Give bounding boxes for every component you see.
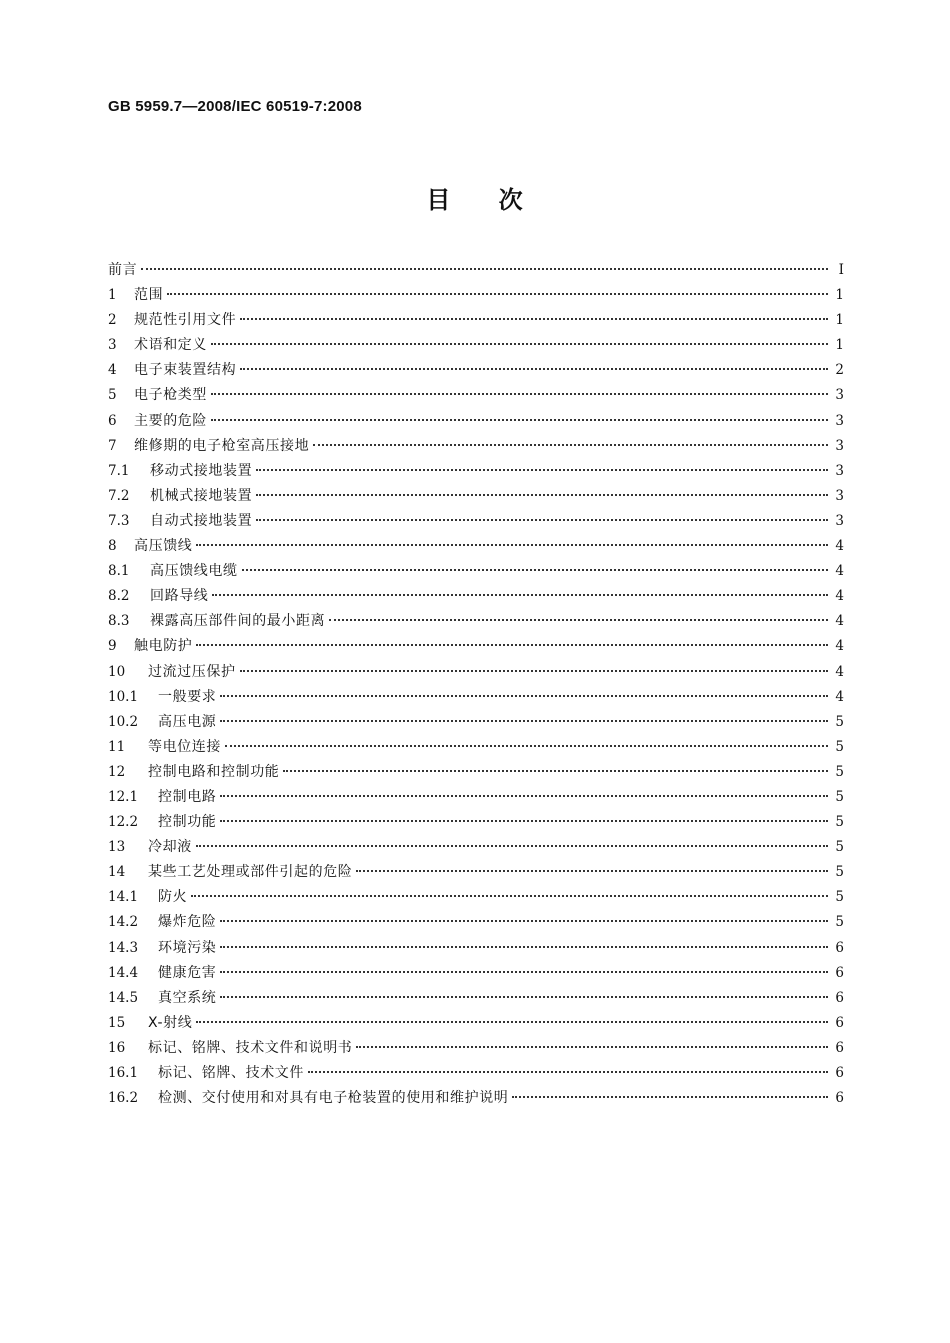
toc-entry-title: 标记、铭牌、技术文件和说明书 [148, 1039, 353, 1056]
toc-entry-title: 真空系统 [158, 989, 217, 1006]
toc-entry-title: 健康危害 [158, 964, 217, 981]
toc-entry-number: 7.3 [108, 512, 130, 529]
toc-dot-leader [220, 971, 828, 973]
toc-entry-page: 4 [835, 563, 844, 580]
toc-entry-title: 某些工艺处理或部件引起的危险 [148, 864, 353, 881]
toc-dot-leader [242, 569, 828, 571]
toc-entry-title: 电子枪类型 [134, 387, 207, 404]
toc-entry-title: 机械式接地装置 [150, 487, 253, 504]
toc-entry-page: 6 [835, 989, 844, 1006]
toc-entry-title: 前言 [108, 262, 138, 278]
toc-dot-leader [141, 268, 828, 270]
toc-entry-page: Ⅰ [838, 262, 844, 278]
toc-dot-leader [220, 946, 828, 948]
toc-entry-page: 5 [835, 914, 844, 931]
toc-entry[interactable] [108, 434, 844, 459]
toc-dot-leader [356, 870, 828, 872]
toc-entry-page: 4 [835, 538, 844, 555]
toc-dot-leader [220, 720, 828, 722]
toc-entry-page: 5 [835, 738, 844, 755]
toc-entry-page: 5 [835, 788, 844, 805]
toc-dot-leader [220, 820, 828, 822]
standard-code-header: GB 5959.7—2008/IEC 60519-7:2008 [108, 98, 362, 115]
toc-entry-page: 3 [835, 437, 844, 454]
toc-entry[interactable] [108, 509, 844, 534]
toc-entry-number: 12.2 [108, 814, 139, 831]
toc-entry[interactable] [108, 910, 844, 935]
toc-dot-leader [167, 293, 828, 295]
toc-entry-title: 过流过压保护 [148, 663, 236, 680]
toc-entry[interactable] [108, 559, 844, 584]
toc-entry-title: 等电位连接 [148, 738, 221, 755]
toc-entry[interactable] [108, 333, 844, 358]
toc-entry-number: 10.1 [108, 688, 139, 705]
toc-entry-number: 10.2 [108, 713, 139, 730]
toc-entry-number: 14.4 [108, 964, 139, 981]
toc-entry-number: 14.3 [108, 939, 139, 956]
toc-entry-title: 控制电路和控制功能 [148, 763, 280, 780]
toc-entry[interactable] [108, 258, 844, 283]
toc-entry-title: 术语和定义 [134, 337, 207, 354]
toc-entry[interactable] [108, 660, 844, 685]
toc-dot-leader [220, 795, 828, 797]
toc-entry-page: 6 [835, 1065, 844, 1081]
toc-entry[interactable] [108, 1086, 844, 1111]
toc-entry-title: 高压馈线 [134, 538, 193, 555]
toc-entry-number: 11 [108, 738, 126, 755]
toc-dot-leader [256, 494, 828, 496]
toc-entry-number: 6 [108, 412, 117, 429]
toc-entry[interactable] [108, 961, 844, 986]
toc-entry-title: 维修期的电子枪室高压接地 [134, 437, 310, 454]
toc-entry-number: 7.2 [108, 487, 130, 504]
toc-entry-title: 触电防护 [134, 638, 193, 655]
toc-entry-title: 高压电源 [158, 713, 217, 730]
toc-dot-leader [212, 594, 828, 596]
toc-entry-title: 爆炸危险 [158, 914, 217, 931]
toc-dot-leader [512, 1096, 828, 1098]
toc-entry-number: 9 [108, 638, 117, 655]
toc-entry-page: 3 [835, 412, 844, 429]
toc-dot-leader [211, 343, 828, 345]
toc-entry[interactable] [108, 409, 844, 434]
toc-entry-page: 6 [835, 1014, 844, 1031]
toc-entry-number: 14.5 [108, 989, 139, 1006]
toc-entry-number: 8.3 [108, 613, 130, 630]
toc-entry-title: 一般要求 [158, 688, 217, 705]
toc-dot-leader [256, 469, 828, 471]
toc-entry[interactable] [108, 685, 844, 710]
toc-entry[interactable] [108, 634, 844, 659]
toc-entry-title: 裸露高压部件间的最小距离 [150, 613, 326, 630]
toc-entry-number: 14 [108, 864, 126, 881]
toc-entry-page: 3 [835, 387, 844, 404]
toc-dot-leader [308, 1071, 828, 1073]
toc-dot-leader [240, 368, 828, 370]
toc-entry-number: 16.2 [108, 1090, 139, 1107]
toc-dot-leader [283, 770, 828, 772]
toc-dot-leader [220, 695, 828, 697]
toc-entry-number: 8.1 [108, 563, 130, 580]
toc-entry[interactable] [108, 885, 844, 910]
toc-entry-page: 5 [835, 864, 844, 881]
toc-entry-number: 4 [108, 362, 117, 379]
toc-entry-page: 5 [835, 713, 844, 730]
page-title: 目 次 [426, 186, 524, 214]
toc-dot-leader [196, 544, 828, 546]
toc-entry-title: 检测、交付使用和对具有电子枪装置的使用和维护说明 [158, 1090, 509, 1107]
toc-entry-number: 16.1 [108, 1065, 139, 1081]
toc-entry-number: 1 [108, 287, 117, 304]
toc-entry-title: 防火 [158, 889, 188, 906]
toc-entry[interactable] [108, 735, 844, 760]
toc-entry-number: 8 [108, 538, 117, 555]
toc-dot-leader [329, 619, 828, 621]
toc-entry[interactable] [108, 810, 844, 835]
toc-entry-number: 7.1 [108, 462, 130, 479]
toc-entry[interactable] [108, 484, 844, 509]
toc-entry-number: 2 [108, 312, 117, 329]
toc-entry[interactable] [108, 584, 844, 609]
toc-entry-title: 电子束装置结构 [134, 362, 237, 379]
toc-dot-leader [196, 644, 828, 646]
toc-entry[interactable] [108, 986, 844, 1011]
toc-entry-number: 12.1 [108, 788, 139, 805]
toc-entry-page: 5 [835, 839, 844, 856]
toc-entry-number: 5 [108, 387, 117, 404]
toc-entry[interactable] [108, 358, 844, 383]
toc-entry[interactable] [108, 308, 844, 333]
toc-entry-number: 3 [108, 337, 117, 354]
toc-entry-number: 13 [108, 839, 126, 856]
toc-entry-number: 16 [108, 1039, 126, 1056]
toc-entry-title: 冷却液 [148, 839, 192, 856]
toc-entry-page: 1 [835, 337, 844, 354]
toc-entry-number: 14.2 [108, 914, 139, 931]
toc-dot-leader [211, 419, 828, 421]
toc-entry-page: 4 [835, 638, 844, 655]
toc-entry[interactable] [108, 785, 844, 810]
toc-entry-page: 1 [835, 287, 844, 304]
toc-entry[interactable] [108, 383, 844, 408]
toc-dot-leader [313, 444, 828, 446]
toc-entry-title: X-射线 [148, 1014, 193, 1031]
toc-entry-page: 6 [835, 964, 844, 981]
toc-entry[interactable] [108, 760, 844, 785]
toc-entry-page: 6 [835, 1039, 844, 1056]
toc-entry[interactable] [108, 1036, 844, 1061]
toc-entry[interactable] [108, 710, 844, 735]
toc-dot-leader [191, 895, 828, 897]
toc-entry-title: 规范性引用文件 [134, 312, 237, 329]
toc-dot-leader [211, 393, 828, 395]
toc-dot-leader [225, 745, 828, 747]
toc-entry-page: 4 [835, 663, 844, 680]
toc-entry-title: 移动式接地装置 [150, 462, 253, 479]
toc-dot-leader [220, 920, 828, 922]
toc-entry-page: 3 [835, 512, 844, 529]
toc-entry-page: 4 [835, 688, 844, 705]
toc-entry-title: 控制功能 [158, 814, 217, 831]
toc-entry-title: 回路导线 [150, 588, 209, 605]
table-of-contents [108, 258, 844, 1111]
toc-entry-page: 4 [835, 613, 844, 630]
toc-entry[interactable] [108, 1011, 844, 1036]
toc-entry-title: 自动式接地装置 [150, 512, 253, 529]
toc-entry-number: 8.2 [108, 588, 130, 605]
toc-dot-leader [356, 1046, 828, 1048]
toc-entry-page: 2 [835, 362, 844, 379]
toc-entry-title: 高压馈线电缆 [150, 563, 238, 580]
toc-entry[interactable] [108, 534, 844, 559]
toc-entry-page: 1 [835, 312, 844, 329]
toc-entry-number: 7 [108, 437, 117, 454]
toc-dot-leader [196, 845, 828, 847]
toc-entry-title: 标记、铭牌、技术文件 [158, 1065, 304, 1081]
toc-entry[interactable] [108, 459, 844, 484]
toc-entry-page: 3 [835, 462, 844, 479]
toc-entry-title: 环境污染 [158, 939, 217, 956]
toc-dot-leader [240, 318, 828, 320]
toc-entry-title: 主要的危险 [134, 412, 207, 429]
toc-entry-page: 3 [835, 487, 844, 504]
toc-entry[interactable] [108, 936, 844, 961]
toc-entry-number: 12 [108, 763, 126, 780]
toc-entry-page: 6 [835, 1090, 844, 1107]
toc-dot-leader [240, 670, 828, 672]
toc-entry-page: 5 [835, 814, 844, 831]
toc-entry-page: 6 [835, 939, 844, 956]
toc-dot-leader [256, 519, 828, 521]
toc-entry-number: 10 [108, 663, 126, 680]
toc-dot-leader [220, 996, 828, 998]
toc-entry-number: 14.1 [108, 889, 139, 906]
toc-entry[interactable] [108, 835, 844, 860]
toc-entry[interactable] [108, 860, 844, 885]
toc-entry-page: 5 [835, 763, 844, 780]
toc-entry[interactable] [108, 1061, 844, 1086]
toc-entry-page: 5 [835, 889, 844, 906]
toc-entry-title: 控制电路 [158, 788, 217, 805]
toc-entry[interactable] [108, 609, 844, 634]
toc-entry-number: 15 [108, 1014, 126, 1031]
toc-entry-title: 范围 [134, 287, 164, 304]
toc-entry-page: 4 [835, 588, 844, 605]
toc-entry[interactable] [108, 283, 844, 308]
toc-dot-leader [196, 1021, 828, 1023]
